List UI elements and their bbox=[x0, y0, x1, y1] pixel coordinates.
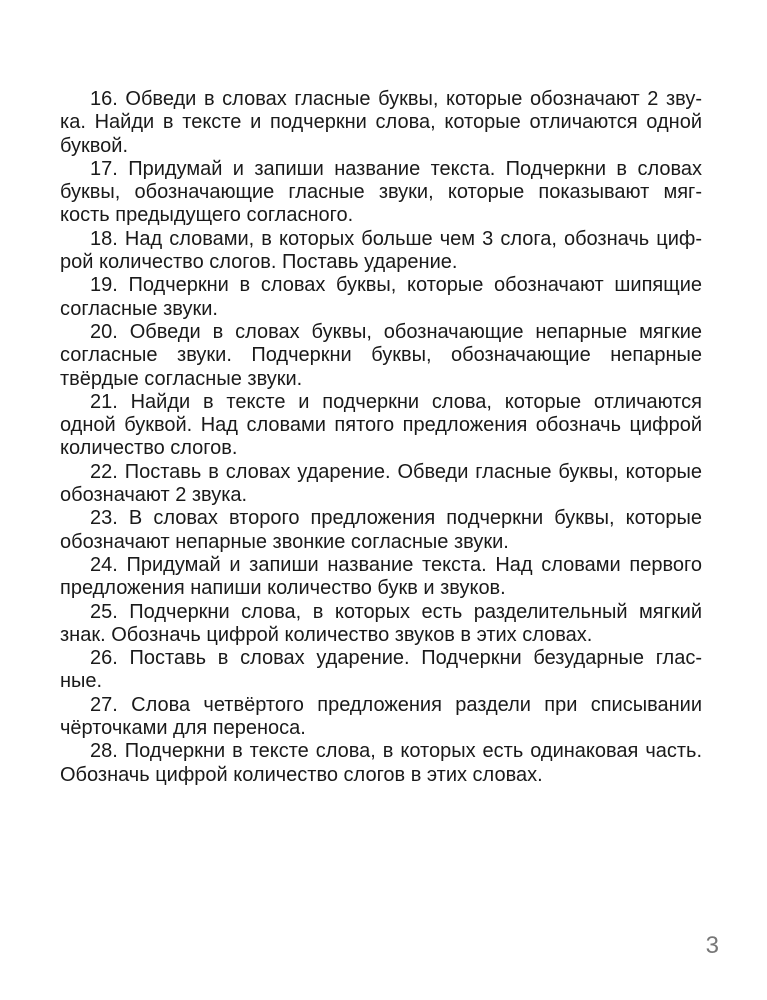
task-line: Обозначь цифрой количество слогов в этих словах. bbox=[60, 763, 543, 786]
task-line: согласные звуки. bbox=[60, 297, 218, 320]
task-18 bbox=[60, 228, 702, 275]
task-21 bbox=[60, 391, 702, 461]
task-line: 23. В словах второго предложения подчеркни буквы, которые bbox=[90, 507, 702, 530]
task-list bbox=[60, 88, 702, 787]
task-line: одной буквой. Над словами пятого предложения обозначь цифрой bbox=[60, 414, 702, 437]
task-27 bbox=[60, 694, 702, 741]
task-line: 24. Придумай и запиши название текста. Над словами первого bbox=[90, 553, 702, 576]
task-24 bbox=[60, 554, 702, 601]
task-line: чёрточками для переноса. bbox=[60, 717, 306, 740]
task-line: обозначают непарные звонкие согласные звуки. bbox=[60, 530, 509, 553]
task-20 bbox=[60, 321, 702, 391]
page-number: 3 bbox=[705, 932, 719, 959]
task-line: кость предыдущего согласного. bbox=[60, 204, 354, 227]
task-line: рой количество слогов. Поставь ударение. bbox=[60, 251, 458, 274]
task-line: 27. Слова четвёртого предложения раздели при списывании bbox=[90, 693, 702, 716]
task-25 bbox=[60, 601, 702, 648]
task-line: согласные звуки. Подчеркни буквы, обозначающие непарные bbox=[60, 344, 702, 367]
task-16 bbox=[60, 88, 702, 158]
task-line: количество слогов. bbox=[60, 437, 238, 460]
task-26 bbox=[60, 647, 702, 694]
task-23 bbox=[60, 507, 702, 554]
task-line: ные. bbox=[60, 670, 103, 693]
task-line: предложения напиши количество букв и звуков. bbox=[60, 577, 506, 600]
task-line: 28. Подчеркни в тексте слова, в которых есть одинаковая часть. bbox=[90, 740, 702, 763]
task-line: 18. Над словами, в которых больше чем 3 слога, обозначь циф- bbox=[90, 227, 702, 250]
task-28 bbox=[60, 740, 702, 787]
task-line: 21. Найди в тексте и подчеркни слова, которые отличаются bbox=[90, 390, 702, 413]
task-line: буквой. bbox=[60, 134, 129, 157]
task-line: 20. Обведи в словах буквы, обозначающие непарные мягкие bbox=[90, 320, 702, 343]
task-17 bbox=[60, 158, 702, 228]
task-line: 17. Придумай и запиши название текста. Подчеркни в словах bbox=[90, 157, 702, 180]
task-line: твёрдые согласные звуки. bbox=[60, 367, 303, 390]
task-line: 26. Поставь в словах ударение. Подчеркни безударные глас- bbox=[90, 647, 702, 670]
task-line: 22. Поставь в словах ударение. Обведи гласные буквы, которые bbox=[90, 460, 702, 483]
task-line: 25. Подчеркни слова, в которых есть разделительный мягкий bbox=[90, 600, 702, 623]
task-line: обозначают 2 звука. bbox=[60, 484, 248, 507]
task-line: буквы, обозначающие гласные звуки, которые показывают мяг- bbox=[60, 181, 702, 204]
task-line: знак. Обозначь цифрой количество звуков в этих словах. bbox=[60, 623, 593, 646]
task-line: 19. Подчеркни в словах буквы, которые обозначают шипящие bbox=[90, 274, 702, 297]
task-line: 16. Обведи в словах гласные буквы, которые обозначают 2 зву- bbox=[90, 88, 702, 110]
task-22 bbox=[60, 461, 702, 508]
task-line: ка. Найди в тексте и подчеркни слова, которые отличаются одной bbox=[60, 111, 702, 134]
task-19 bbox=[60, 274, 702, 321]
